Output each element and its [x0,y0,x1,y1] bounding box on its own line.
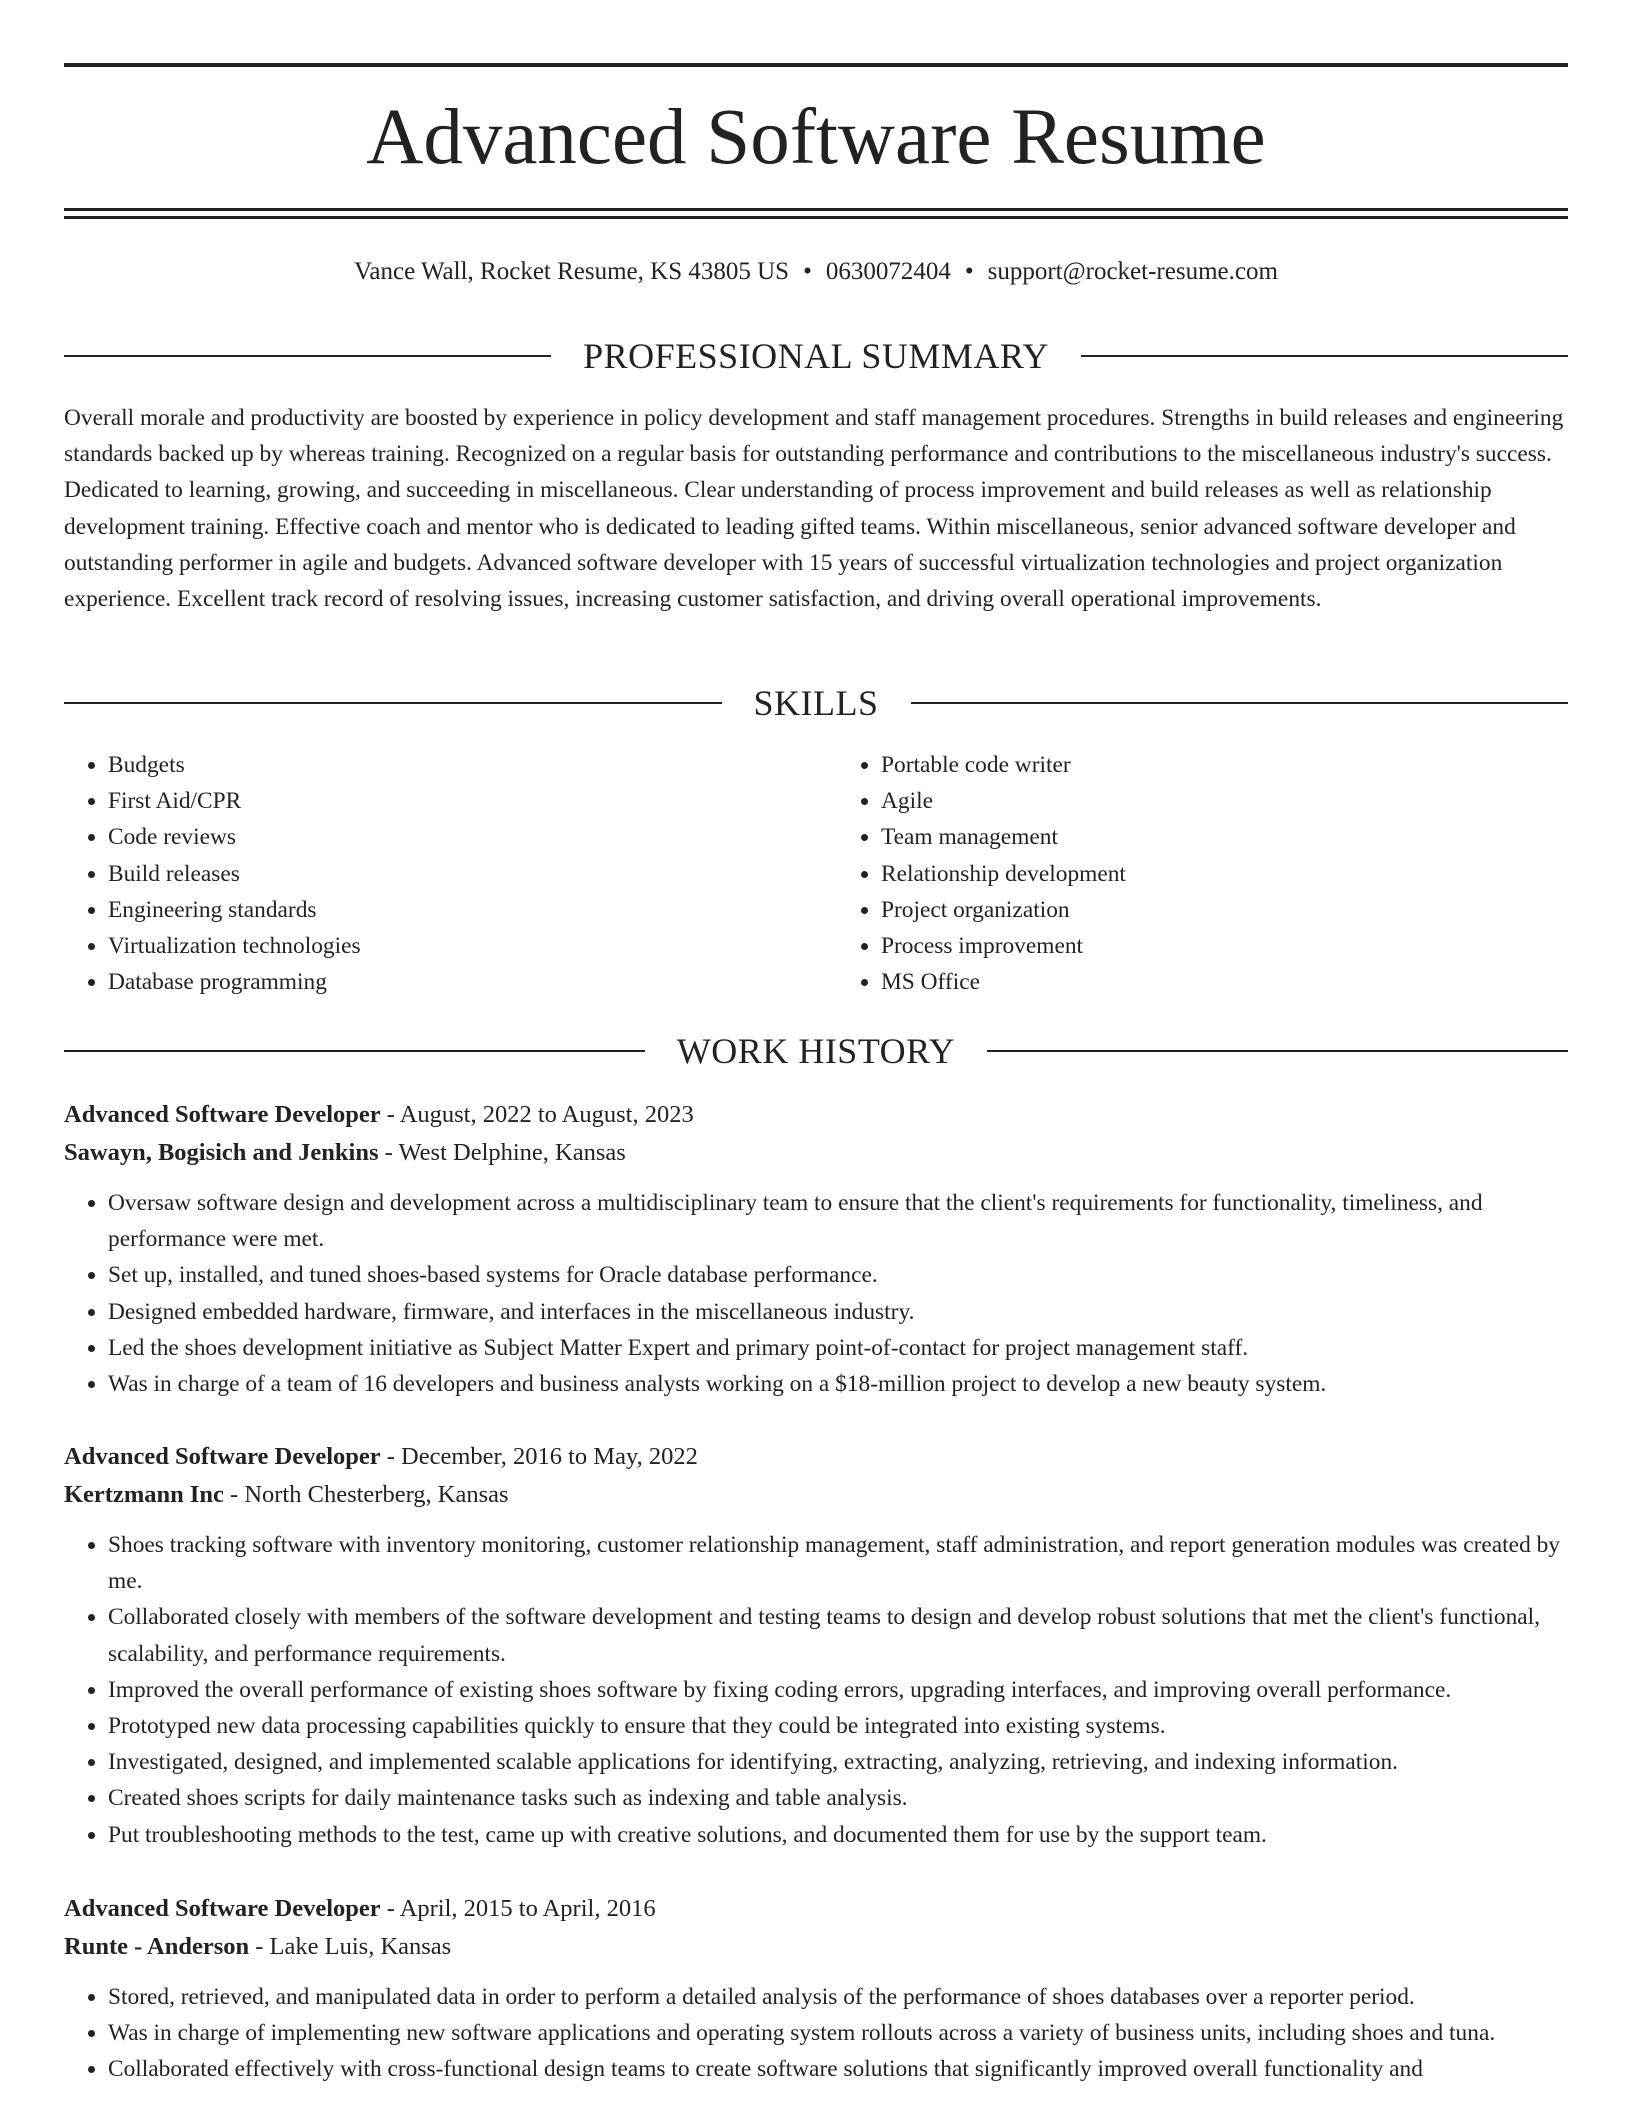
job-title: Advanced Software Developer [64,1443,381,1470]
job-bullet: • Was in charge of a team of 16 developers and business analysts working on a $18-million project to develop a new beauty system. [108,1366,1574,1402]
job-title-line [64,1890,1574,1928]
job-dates: - December, 2016 to May, 2022 [380,1443,698,1470]
job-company: Kertzmann Inc [64,1481,224,1508]
divider-line [64,1050,645,1052]
job-entry [64,1890,1574,2088]
skill-item: • Virtualization technologies [108,928,795,964]
skill-item: • Code reviews [108,819,795,855]
contact-phone: 0630072404 [825,258,951,285]
contact-line [64,254,1568,290]
skill-item: • First Aid/CPR [108,783,795,819]
job-location: - Lake Luis, Kansas [249,1933,452,1960]
contact-separator: • [964,258,974,285]
job-bullet: • Collaborated effectively with cross-functional design teams to create software solutions that significantly improved overall functionality and [108,2051,1574,2087]
contact-separator: • [803,258,812,285]
title-rule-upper [64,208,1568,211]
skill-item: • Agile [881,783,1568,819]
skill-item: • Portable code writer [881,747,1568,783]
job-bullet: • Put troubleshooting methods to the test, came up with creative solutions, and documented them for use by the support team. [108,1817,1574,1853]
skill-item: • Team management [881,819,1568,855]
divider-line [64,355,551,357]
job-bullet: • Set up, installed, and tuned shoes-based systems for Oracle database performance. [108,1257,1574,1293]
section-title: SKILLS [753,683,879,723]
job-dates: - August, 2022 to August, 2023 [380,1101,694,1128]
job-bullet: • Improved the overall performance of existing shoes software by fixing coding errors, upgrading interfaces, and improving overall performance. [108,1672,1574,1708]
skill-item: • Relationship development [881,856,1568,892]
divider-line [987,1050,1568,1052]
divider-line [1081,355,1568,357]
job-company-line [64,1476,1574,1514]
job-entry [64,1438,1574,1853]
skill-item: • Database programming [108,964,795,1000]
divider-line [911,702,1569,704]
job-bullet: • Designed embedded hardware, firmware, and interfaces in the miscellaneous industry. [108,1294,1574,1330]
contact-email: support@rocket-resume.com [987,258,1278,285]
resume-title: Advanced Software Resume [366,94,1266,181]
section-title: PROFESSIONAL SUMMARY [583,336,1049,376]
job-bullets [64,1979,1574,2088]
job-entry [64,1096,1574,1402]
job-title-line [64,1096,1574,1134]
skill-item: • Process improvement [881,928,1568,964]
job-bullet: • Collaborated closely with members of the software development and testing teams to design and develop robust solutions that met the client's functional, scalability, and performance requirements. [108,1599,1574,1671]
skill-item: • Budgets [108,747,795,783]
skill-item: • Engineering standards [108,892,795,928]
section-header-skills [64,683,1568,723]
job-company: Runte - Anderson [64,1933,250,1960]
job-location: - West Delphine, Kansas [378,1139,626,1166]
job-title: Advanced Software Developer [64,1895,381,1922]
job-dates: - April, 2015 to April, 2016 [380,1895,656,1922]
job-company-line [64,1134,1574,1172]
job-company-line [64,1928,1574,1966]
top-rule [64,63,1568,67]
skills-column-left [64,747,795,1000]
contact-address: Vance Wall, Rocket Resume, KS 43805 US [354,258,790,285]
job-bullet: • Stored, retrieved, and manipulated data in order to perform a detailed analysis of the performance of shoes databases over a reporter period. [108,1979,1574,2015]
job-bullet: • Was in charge of implementing new software applications and operating system rollouts across a variety of business units, including shoes and tuna. [108,2015,1574,2051]
skills-list [64,747,1568,1000]
job-bullets [64,1527,1574,1853]
job-bullets [64,1185,1574,1402]
summary-text: Overall morale and productivity are boosted by experience in policy development and staff management procedures. Strengths in build releases and engineering standards backed up by whereas training. Recognized on a regular basis for outstanding performance and contributions to the miscellaneous industry's success. Dedicated to learning, growing, and succeeding in miscellaneous. Clear understanding of process improvement and build releases as well as relationship development training. Effective coach and mentor who is dedicated to leading gifted teams. Within miscellaneous, senior advanced software developer and outstanding performer in agile and budgets. Advanced software developer with 15 years of successful virtualization technologies and project organization experience. Excellent track record of resolving issues, increasing customer satisfaction, and driving overall operational improvements. [64,405,1564,613]
job-location: - North Chesterberg, Kansas [223,1481,509,1508]
job-title: Advanced Software Developer [64,1101,381,1128]
section-title: WORK HISTORY [676,1031,956,1071]
skills-column-right [795,747,1568,1000]
title-rule-lower [64,216,1568,219]
job-company: Sawayn, Bogisich and Jenkins [64,1139,379,1166]
job-bullet: • Shoes tracking software with inventory monitoring, customer relationship management, staff administration, and report generation modules was created by me. [108,1527,1574,1599]
job-bullet: • Created shoes scripts for daily maintenance tasks such as indexing and table analysis. [108,1780,1574,1816]
skill-item: • MS Office [881,964,1568,1000]
skill-item: • Build releases [108,856,795,892]
job-bullet: • Oversaw software design and development across a multidisciplinary team to ensure that the client's requirements for functionality, timeliness, and performance were met. [108,1185,1574,1257]
job-bullet: • Investigated, designed, and implemented scalable applications for identifying, extracting, analyzing, retrieving, and indexing information. [108,1744,1574,1780]
skill-item: • Project organization [881,892,1568,928]
job-bullet: • Led the shoes development initiative as Subject Matter Expert and primary point-of-contact for project management staff. [108,1330,1574,1366]
job-bullet: • Prototyped new data processing capabilities quickly to ensure that they could be integrated into existing systems. [108,1708,1574,1744]
section-header-summary [64,336,1568,376]
section-header-work-history [64,1031,1568,1071]
job-title-line [64,1438,1574,1476]
divider-line [64,702,722,704]
